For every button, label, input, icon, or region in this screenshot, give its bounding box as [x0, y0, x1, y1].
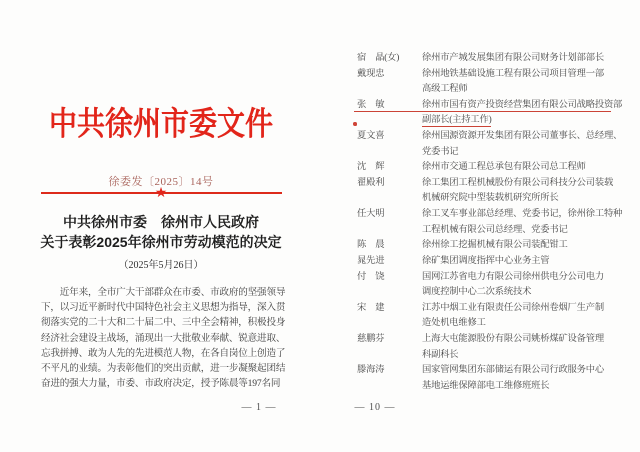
roster-title: 徐工集团工程机械股份有限公司科技分公司装载 [422, 177, 614, 188]
roster-name: 沈 辉 [357, 162, 385, 173]
document-title [40, 212, 282, 252]
roster-row [357, 332, 613, 348]
roster-row [357, 82, 613, 98]
document-number: 徐委发〔2025〕14号 [108, 176, 214, 188]
page-number-left: — 1 — [241, 402, 277, 413]
roster-title: 徐矿集团调度指挥中心业务主管 [422, 255, 550, 266]
roster-row [357, 98, 623, 114]
roster-title: 调度控制中心二次系统技术 [422, 287, 532, 298]
roster-row [357, 316, 613, 332]
roster-row [357, 363, 613, 379]
roster-title: 徐工叉车事业部总经理、党委书记，徐州徐工特种 [422, 209, 623, 220]
roster-title: 徐州市国有资产投资经营集团有限公司战略投资部 [422, 99, 623, 110]
page-number-right: — 10 — [354, 402, 396, 413]
roster-name: 张 敏 [357, 99, 385, 110]
roster-title: 国网江苏省电力有限公司徐州供电分公司电力 [422, 271, 604, 282]
roster-row [357, 379, 613, 395]
body-line: 下，以习近平新时代中国特色社会主义思想为指导，深入贯 [41, 302, 286, 314]
roster-row [357, 207, 623, 223]
roster-row [357, 348, 613, 364]
roster-title: 江苏中烟工业有限责任公司徐州卷烟厂生产制 [422, 302, 604, 313]
roster-title: 高级工程师 [422, 84, 468, 95]
body-line: 近年来，全市广大干部群众在市委、市政府的坚强领导 [41, 287, 286, 298]
roster-row [357, 301, 613, 317]
document-masthead: 中共徐州市委文件 [48, 105, 273, 142]
roster-name: 慈鹏芬 [357, 333, 385, 344]
roster-row [357, 160, 613, 176]
document-title-line2: 关于表彰2025年徐州市劳动模范的决定 [40, 234, 282, 250]
laborer-roster-list [357, 51, 623, 394]
roster-title: 造处机电维修工 [422, 318, 486, 329]
roster-title: 上海大屯能源股份有限公司姚桥煤矿设备管理 [422, 333, 604, 344]
roster-name: 任大明 [357, 209, 385, 220]
roster-row [357, 270, 613, 286]
roster-row [357, 113, 613, 129]
roster-row [357, 67, 613, 83]
body-line: 忘我拼搏、敢为人先的先进模范人物，在各自岗位上创造了 [41, 347, 286, 359]
roster-title: 国家管网集团东部储运有限公司行政服务中心 [422, 365, 604, 376]
roster-row [357, 176, 613, 192]
roster-name: 翟殿利 [357, 177, 385, 188]
star-icon: ★ [154, 186, 168, 201]
roster-name: 晁先进 [357, 255, 385, 266]
body-line: 经济社会建设主战场，涌现出一大批敬业奉献、锐意进取、 [41, 332, 286, 344]
roster-row [357, 145, 613, 161]
roster-row [357, 238, 613, 254]
roster-row [357, 285, 613, 301]
roster-name: 戴现忠 [357, 68, 385, 79]
document-title-line1: 中共徐州市委 徐州市人民政府 [63, 214, 259, 230]
roster-title: 徐州市产城发展集团有限公司财务计划部部长 [422, 53, 604, 63]
roster-title: 徐州地铁基础设施工程有限公司项目管理一部 [422, 68, 604, 79]
roster-row [357, 254, 613, 270]
roster-row [357, 223, 613, 239]
roster-title: 徐州市交通工程总承包有限公司总工程师 [422, 162, 586, 173]
roster-row [357, 191, 613, 207]
roster-title: 机械研究院中型装载机研究所所长 [422, 193, 559, 204]
roster-name: 夏文喜 [357, 131, 385, 142]
document-body [41, 285, 287, 391]
body-line: 奋进的强大力量，市委、市政府决定，授予陈晨等197名同 [41, 378, 281, 390]
roster-title: 科副科长 [422, 349, 459, 360]
roster-name: 陈 晨 [357, 240, 385, 251]
red-annotation-mark [353, 122, 357, 126]
document-date: （2025年5月26日） [118, 260, 204, 271]
roster-name: 宋 建 [357, 302, 385, 313]
roster-name: 滕海涛 [357, 365, 385, 376]
roster-title: 徐州国源资源开发集团有限公司董事长、总经理、 [422, 131, 623, 142]
roster-title: 基地运维保障部电工维修班班长 [422, 380, 550, 391]
roster-title: 徐州徐工挖掘机械有限公司装配钳工 [422, 240, 568, 251]
body-line: 不平凡的业绩。为表彰他们的突出贡献，进一步凝聚起团结 [41, 363, 286, 375]
roster-title: 工程机械有限公司总经理、党委书记 [422, 224, 568, 235]
roster-title: 副部长(主持工作) [422, 115, 492, 126]
roster-row [357, 51, 613, 67]
roster-row [357, 129, 623, 145]
body-line: 彻落实党的二十大和二十届二中、三中全会精神，积极投身 [41, 317, 286, 329]
roster-title: 党委书记 [422, 146, 459, 157]
roster-name: 付 饶 [357, 271, 385, 282]
roster-name: 宿 晶(女) [357, 53, 400, 63]
